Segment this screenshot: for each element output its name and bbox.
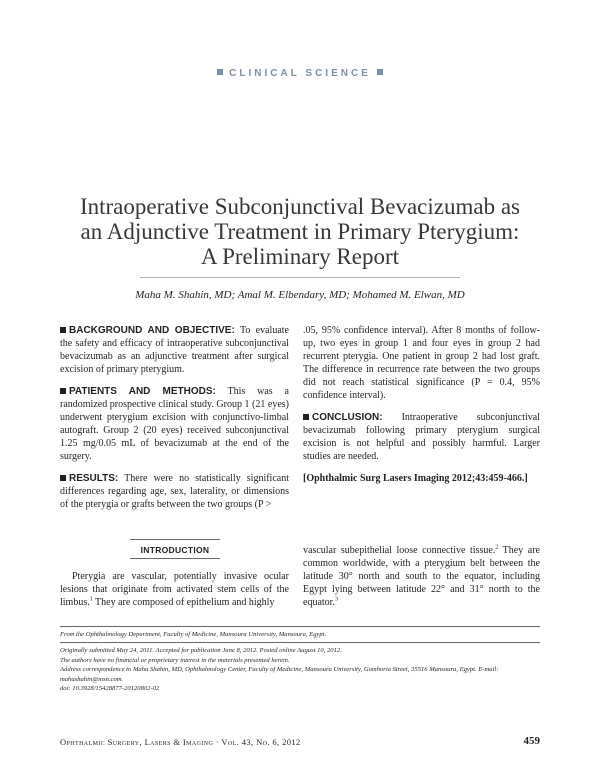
title-divider (140, 277, 460, 278)
page-number: 459 (523, 735, 540, 747)
affiliation-note: From the Ophthalmology Department, Faculty of Medicine, Mansoura University, Mansoura, Egypt. (60, 631, 327, 638)
results-text: There were no statistically significant differences regarding age, sex, laterality, or dimensions of the pterygia or grafts between the two groups (P > (60, 473, 289, 510)
square-bullet-icon (217, 69, 223, 75)
results-heading: RESULTS: (69, 473, 119, 484)
abstract-conclusion (303, 411, 540, 463)
methods-text: This was a randomized prospective clinical study. Group 1 (21 eyes) underwent pterygium excision with conjunctivo-limbal autograft. Group 2 (20 eyes) received subconjunctival 1.25 mg/0.05 mL of bevacizumab at the end of the surgery. (60, 386, 289, 462)
correspondence-note: Address correspondence to Maha Shahin, MD, Ophthalmology Center, Faculty of Medicine, Mansoura University, Gomhoria Street, 35516 Mansoura, Egypt. E-mail: mahashahin@msn.com. (60, 666, 499, 683)
submission-note: Originally submitted May 24, 2011. Accepted for publication June 8, 2012. Posted online August 10, 2012. (60, 647, 342, 654)
square-bullet-icon (60, 475, 66, 481)
title-line: Intraoperative Subconjunctival Bevacizumab as (79, 194, 521, 219)
doi-note: doi: 10.3928/15428877-20120802-02 (60, 685, 160, 692)
introduction-column-right: vascular subepithelial loose connective tissue.$^2$ They are common worldwide, with a pterygium belt between the latitude 30° north and south to the equator, including Egypt lying between latitude 22° and 31° north to the equator.$^3$ (303, 544, 540, 608)
intro-rule-top (130, 539, 220, 540)
conclusion-heading: CONCLUSION: (312, 412, 383, 423)
journal-footer: Ophthalmic Surgery, Lasers & Imaging · Vol. 43, No. 6, 2012 (60, 737, 301, 747)
title-line: A Preliminary Report (200, 244, 400, 269)
background-text: To evaluate the safety and efficacy of intraoperative subconjunctival bevacizumab as an adjunctive treatment after surgical excision of primary pterygium. (60, 325, 289, 375)
square-bullet-icon (60, 388, 66, 394)
author-list: Maha M. Shahin, MD; Amal M. Elbendary, MD; Mohamed M. Elwan, MD (135, 289, 465, 301)
introduction-column-left: Pterygia are vascular, potentially invasive ocular lesions that originate from activated stem cells of the limbus.$^1$ They are composed of epithelium and highly (60, 571, 289, 608)
article-notes (60, 646, 540, 694)
methods-heading: PATIENTS AND METHODS: (69, 386, 216, 397)
abstract-methods (60, 385, 289, 463)
footnote-rule (60, 626, 540, 627)
citation: [Ophthalmic Surg Lasers Imaging 2012;43:459-466.] (303, 473, 528, 484)
article-title (40, 194, 560, 269)
abstract-column-right (303, 324, 540, 494)
square-bullet-icon (377, 69, 383, 75)
results-continued: .05, 95% confidence interval). After 8 months of follow-up, two eyes in group 1 and four eyes in group 2 had recurrent pterygia. One patient in group 2 had lost graft. The difference in recurrence rate between the two groups did not reach statistical significance (P = 0.4, 95% confidence interval). (303, 325, 540, 401)
abstract-results (60, 472, 289, 511)
abstract-column-left (60, 324, 289, 520)
abstract-background (60, 324, 289, 376)
section-tag: CLINICAL SCIENCE (0, 68, 600, 79)
background-heading: BACKGROUND AND OBJECTIVE: (69, 325, 235, 336)
introduction-heading: INTRODUCTION (140, 545, 210, 555)
square-bullet-icon (303, 414, 309, 420)
conclusion-text: Intraoperative subconjunctival bevacizumab following primary pterygium surgical excision is not helpful and possibly harmful. Larger studies are needed. (303, 412, 540, 462)
title-line: an Adjunctive Treatment in Primary Pterygium: (80, 219, 520, 244)
square-bullet-icon (60, 327, 66, 333)
footnote-rule (60, 642, 540, 643)
disclosure-note: The authors have no financial or proprietary interest in the materials presented herein. (60, 656, 290, 664)
intro-rule-bottom (130, 558, 220, 559)
